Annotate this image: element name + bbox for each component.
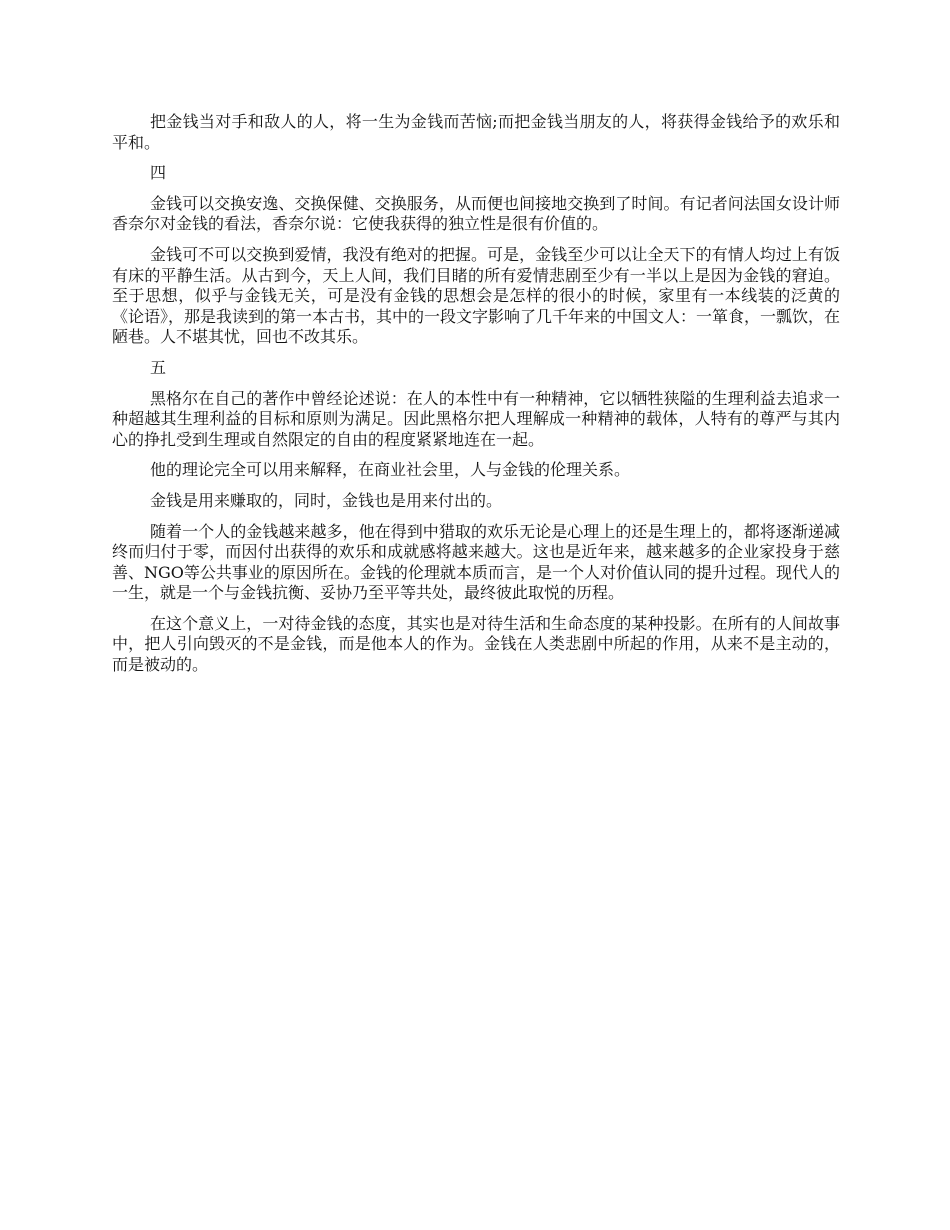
section-heading-5: 五 <box>150 357 167 377</box>
paragraph-4: 黑格尔在自己的著作中曾经论述说：在人的本性中有一种精神，它以牺牲狭隘的生理利益去追求一种超越其生理利益的目标和原则为满足。因此黑格尔把人理解成一种精神的载体，人特有的尊严与其内心的挣扎受到生理或自然限定的自由的程度紧紧地连在一起。 <box>112 388 840 449</box>
document-page <box>112 112 840 686</box>
paragraph-5: 他的理论完全可以用来解释，在商业社会里，人与金钱的伦理关系。 <box>150 460 631 480</box>
section-heading-4: 四 <box>150 163 167 183</box>
paragraph-7: 随着一个人的金钱越来越多，他在得到中猎取的欢乐无论是心理上的还是生理上的，都将逐渐递减终而归付于零，而因付出获得的欢乐和成就感将越来越大。这也是近年来，越来越多的企业家投身于慈善、NGO等公共事业的原因所在。金钱的伦理就本质而言，是一个人对价值认同的提升过程。现代人的一生，就是一个与金钱抗衡、妥协乃至平等共处，最终彼此取悦的历程。 <box>112 521 840 603</box>
paragraph-3: 金钱可不可以交换到爱情，我没有绝对的把握。可是，金钱至少可以让全天下的有情人均过上有饭有床的平静生活。从古到今，天上人间，我们目睹的所有爱情悲剧至少有一半以上是因为金钱的窘迫。至于思想，似乎与金钱无关，可是没有金钱的思想会是怎样的很小的时候，家里有一本线装的泛黄的《论语》，那是我读到的第一本古书，其中的一段文字影响了几千年来的中国文人：一箪食，一瓢饮，在陋巷。人不堪其忧，回也不改其乐。 <box>112 244 841 347</box>
paragraph-1: 把金钱当对手和敌人的人，将一生为金钱而苦恼;而把金钱当朋友的人，将获得金钱给予的欢乐和平和。 <box>112 112 840 152</box>
paragraph-6: 金钱是用来赚取的，同时，金钱也是用来付出的。 <box>150 490 503 510</box>
paragraph-2: 金钱可以交换安逸、交换保健、交换服务，从而便也间接地交换到了时间。有记者问法国女设计师香奈尔对金钱的看法，香奈尔说：它使我获得的独立性是很有价值的。 <box>112 193 840 234</box>
paragraph-8: 在这个意义上，一对待金钱的态度，其实也是对待生活和生命态度的某种投影。在所有的人间故事中，把人引向毁灭的不是金钱，而是他本人的作为。金钱在人类悲剧中所起的作用，从来不是主动的，而是被动的。 <box>112 613 840 675</box>
